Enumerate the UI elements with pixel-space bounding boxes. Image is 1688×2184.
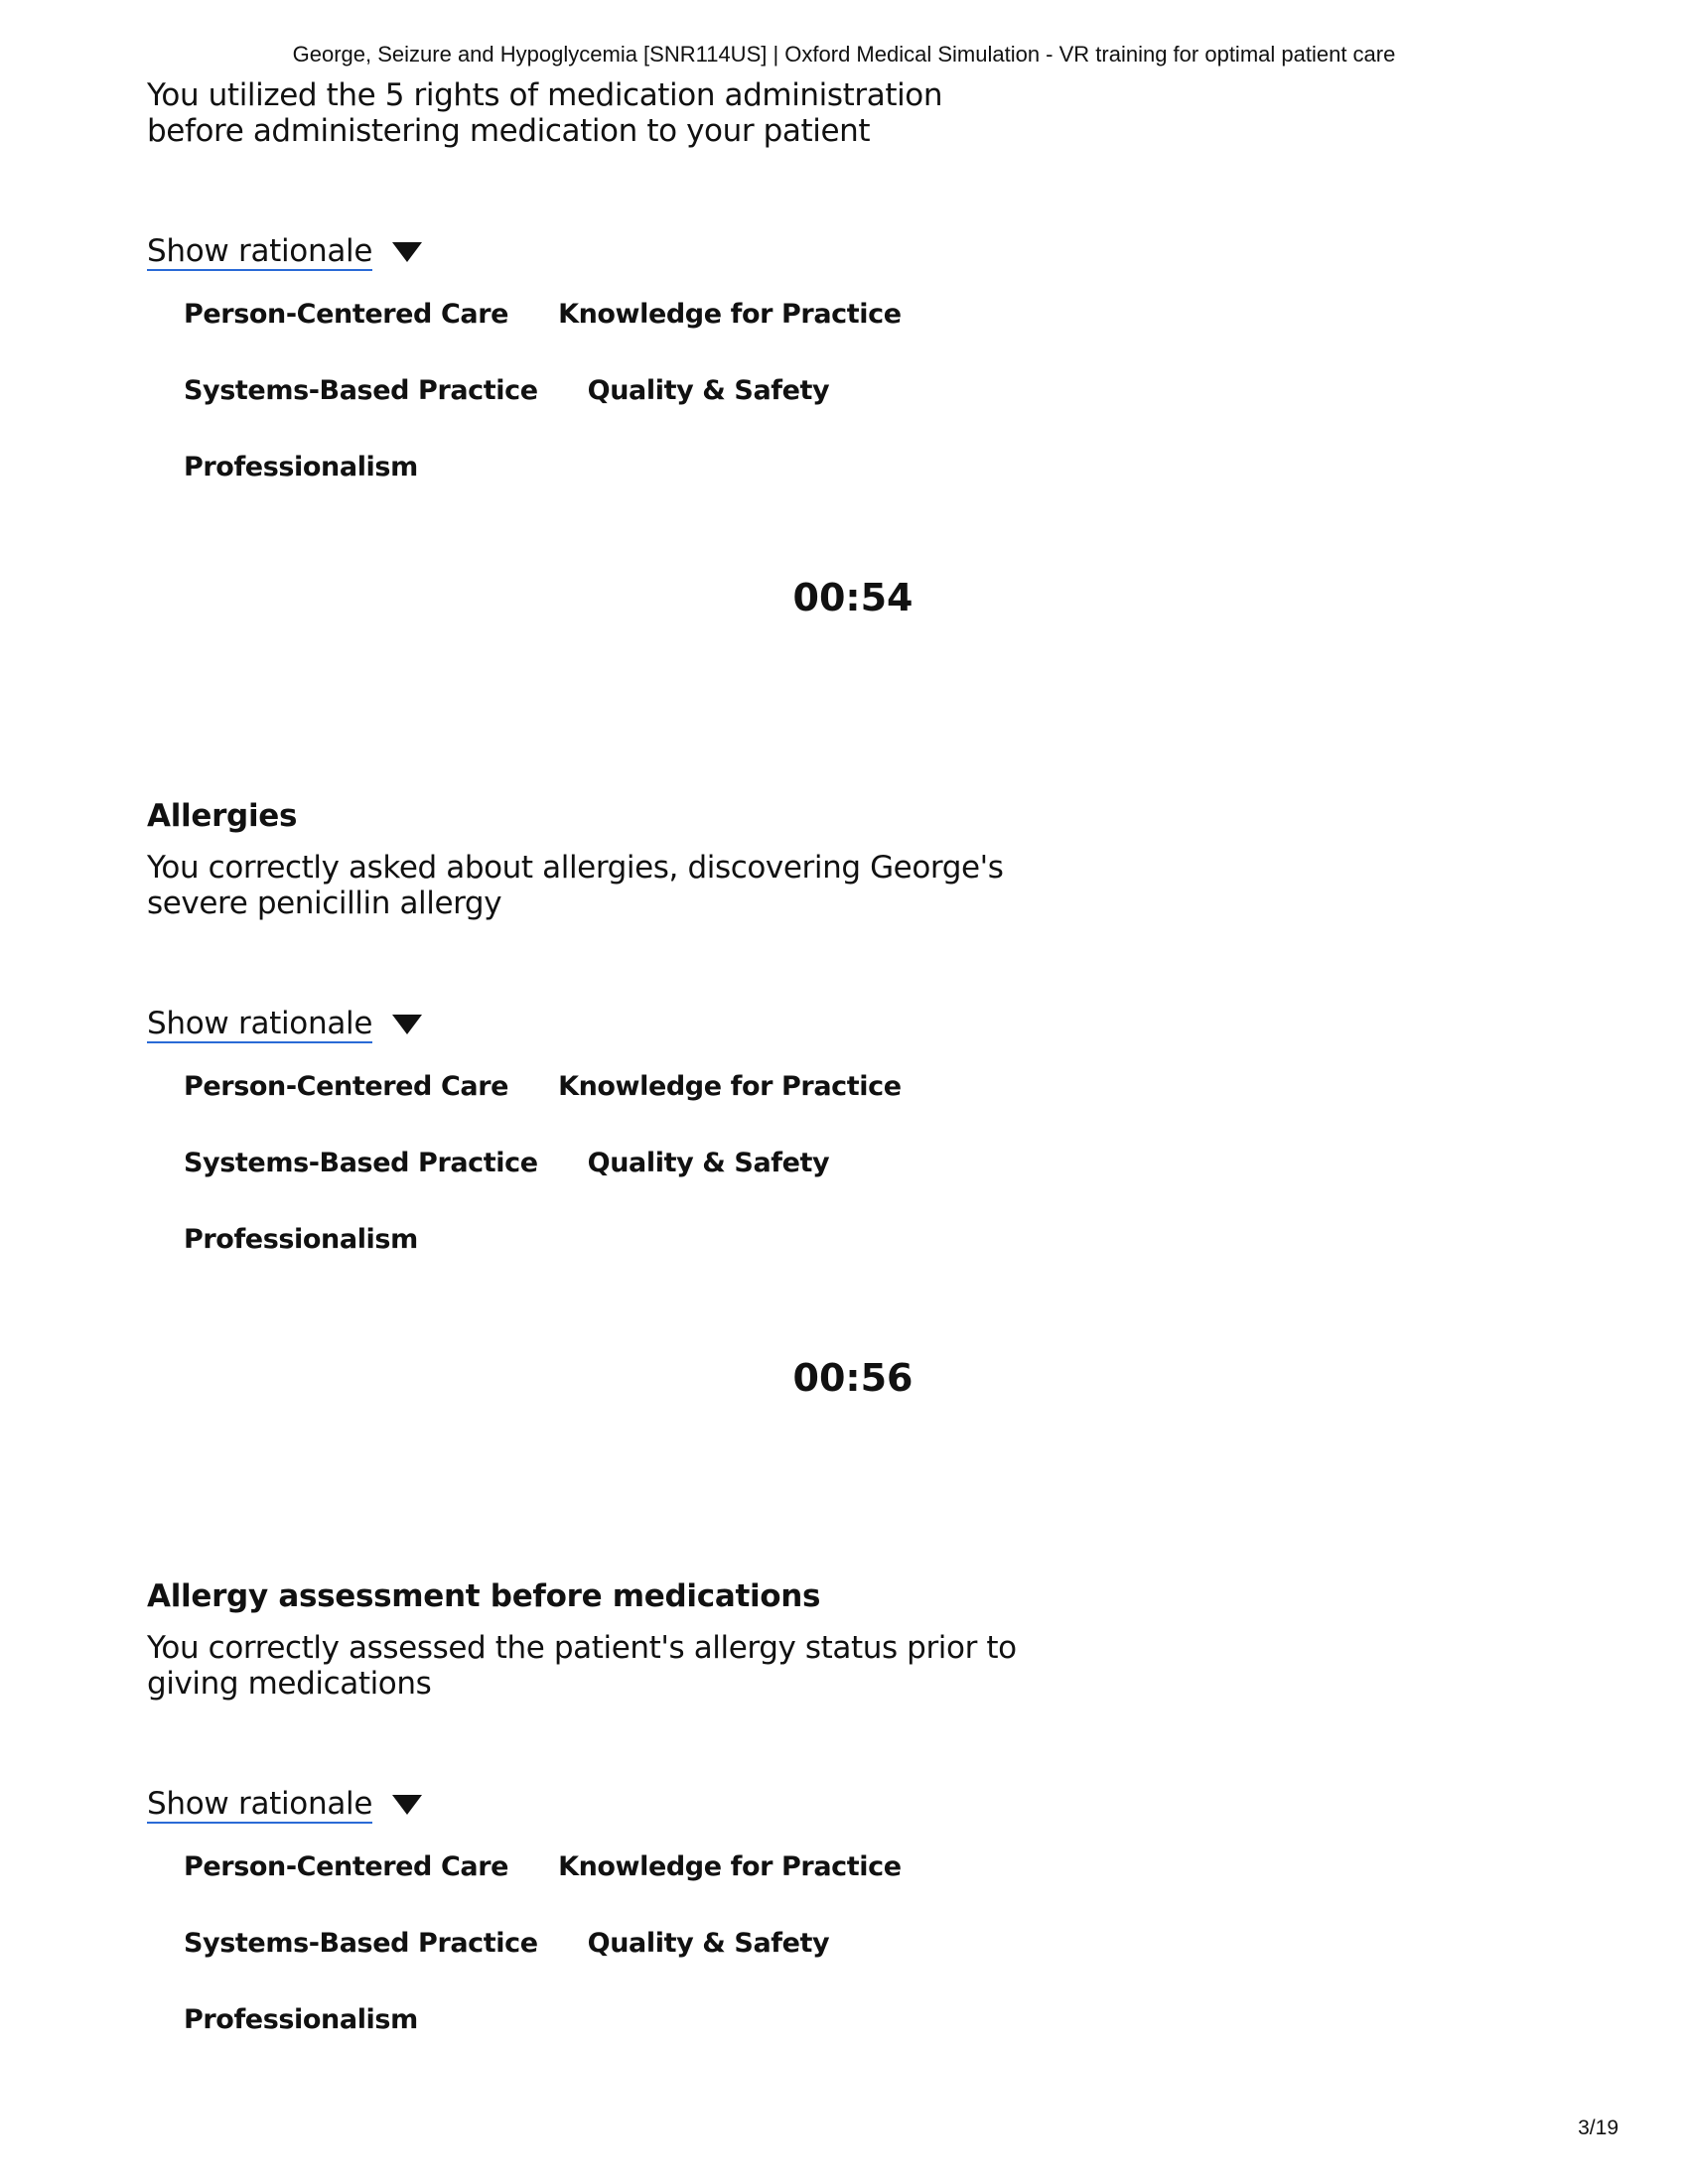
tag-row <box>184 1850 1140 1927</box>
tag-row <box>184 1070 1140 1147</box>
tag-knowledge-for-practice: Knowledge for Practice <box>558 299 902 330</box>
tag-person-centered-care: Person-Centered Care <box>184 299 509 330</box>
item-title: Allergy assessment before medications <box>147 1578 821 1614</box>
tag-row <box>184 1927 1140 2003</box>
competency-tags <box>184 1070 1140 1299</box>
tag-person-centered-care: Person-Centered Care <box>184 1851 509 1882</box>
rationale-toggle[interactable] <box>147 232 1140 272</box>
show-rationale-link[interactable]: Show rationale <box>147 233 373 269</box>
competency-tags <box>184 298 1140 527</box>
tag-professionalism: Professionalism <box>184 452 418 482</box>
item-description: You correctly asked about allergies, discovering George's severe penicillin allergy <box>147 850 1004 921</box>
tag-row <box>184 298 1140 374</box>
tag-quality-safety: Quality & Safety <box>587 375 830 406</box>
print-header: George, Seizure and Hypoglycemia [SNR114US] | Oxford Medical Simulation - VR training for optimal patient care <box>292 42 1396 67</box>
feedback-item <box>147 796 1140 1299</box>
tag-row <box>184 1147 1140 1223</box>
item-description: You correctly assessed the patient's allergy status prior to giving medications <box>147 1630 1017 1702</box>
tag-quality-safety: Quality & Safety <box>587 1148 830 1178</box>
caret-down-icon[interactable] <box>392 1795 422 1815</box>
tag-knowledge-for-practice: Knowledge for Practice <box>558 1071 902 1102</box>
caret-down-icon[interactable] <box>392 242 422 262</box>
timestamp: 00:56 <box>792 1356 914 1400</box>
item-title: Allergies <box>147 798 298 834</box>
tag-systems-based-practice: Systems-Based Practice <box>184 1928 538 1959</box>
rationale-toggle[interactable] <box>147 1005 1140 1044</box>
feedback-item <box>147 77 1140 527</box>
tag-row <box>184 1223 1140 1299</box>
show-rationale-link[interactable]: Show rationale <box>147 1006 373 1041</box>
rationale-toggle[interactable] <box>147 1785 1140 1825</box>
tag-knowledge-for-practice: Knowledge for Practice <box>558 1851 902 1882</box>
tag-systems-based-practice: Systems-Based Practice <box>184 375 538 406</box>
tag-systems-based-practice: Systems-Based Practice <box>184 1148 538 1178</box>
competency-tags <box>184 1850 1140 2080</box>
tag-row <box>184 2003 1140 2080</box>
tag-quality-safety: Quality & Safety <box>587 1928 830 1959</box>
caret-down-icon[interactable] <box>392 1015 422 1034</box>
tag-row <box>184 451 1140 527</box>
tag-person-centered-care: Person-Centered Care <box>184 1071 509 1102</box>
show-rationale-link[interactable]: Show rationale <box>147 1786 373 1822</box>
tag-professionalism: Professionalism <box>184 2004 418 2035</box>
timestamp: 00:54 <box>792 576 914 619</box>
page-number: 3/19 <box>1578 2116 1618 2139</box>
item-description: You utilized the 5 rights of medication administration before administering medication to your patient <box>147 77 943 149</box>
tag-row <box>184 374 1140 451</box>
tag-professionalism: Professionalism <box>184 1224 418 1255</box>
feedback-item <box>147 1576 1140 2080</box>
